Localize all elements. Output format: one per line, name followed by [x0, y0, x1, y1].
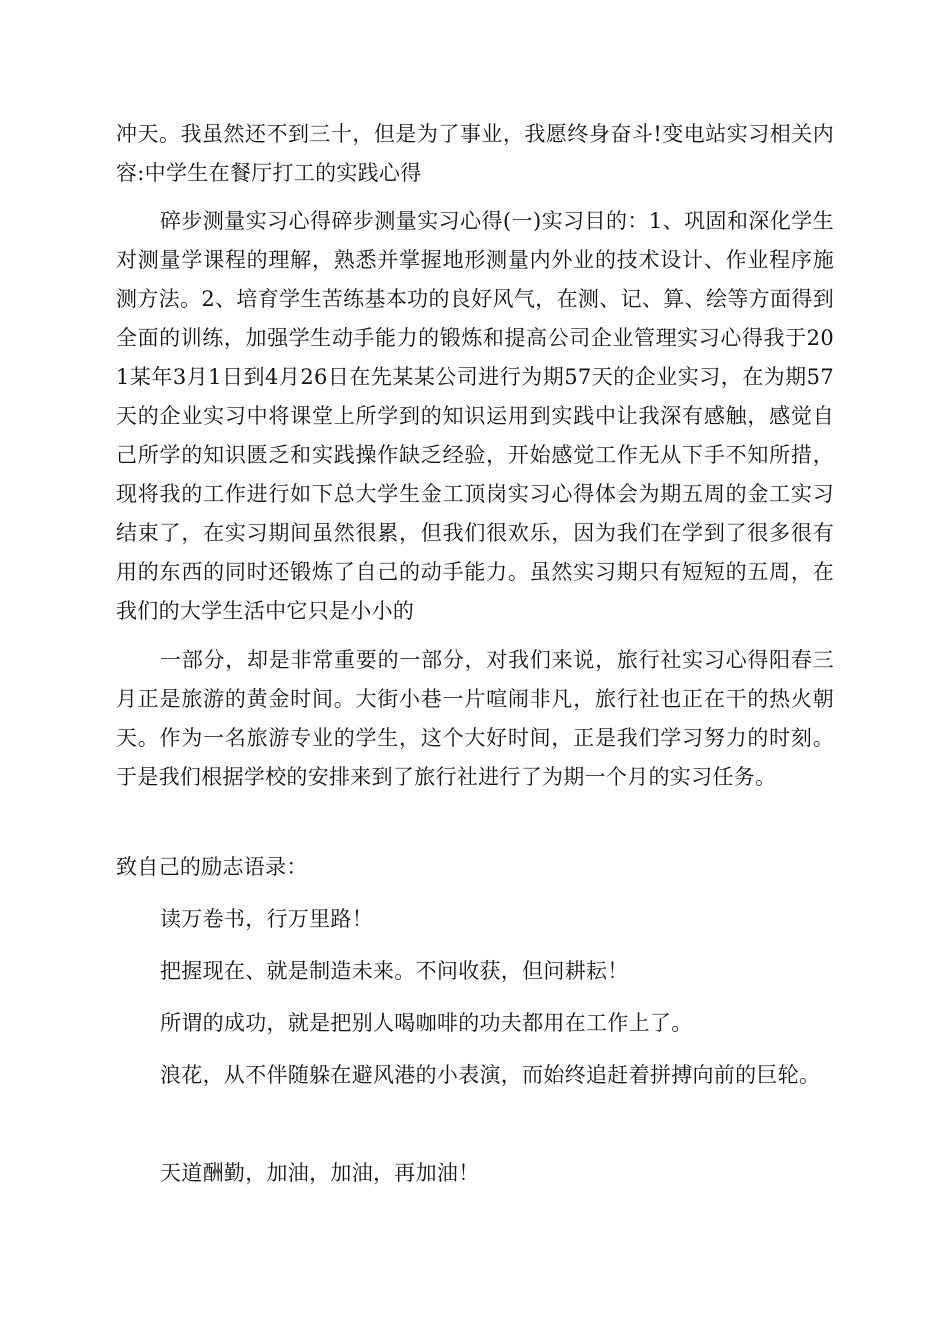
quote-4: 浪花，从不伴随躲在避风港的小表演，而始终追赶着拼搏向前的巨轮。	[160, 1063, 821, 1087]
heading-motivational-quotes: 致自己的励志语录：	[116, 855, 308, 879]
quote-2: 把握现在、就是制造未来。不问收获，但问耕耘！	[160, 959, 629, 983]
paragraph-survey-internship: 碎步测量实习心得碎步测量实习心得(一)实习目的：1、巩固和深化学生对测量学课程的理解，熟悉并掌握地形测量内外业的技术设计、作业程序施测方法。2、培育学生苦练基本功的良好风气，在测、记、算、绘等方面得到全面的训练，加强学生动手能力的锻炼和提高公司企业管理实习心得我于201某年3月1日到4月26日在先某某公司进行为期57天的企业实习，在为期57天的企业实习中将课堂上所学到的知识运用到实践中让我深有感触，感觉自己所学的知识匮乏和实践操作缺乏经验，开始感觉工作无从下手不知所措，现将我的工作进行如下总大学生金工顶岗实习心得体会为期五周的金工实习结束了，在实习期间虽然很累，但我们很欢乐，因为我们在学到了很多很有用的东西的同时还锻炼了自己的动手能力。虽然实习期只有短短的五周，在我们的大学生活中它只是小小的	[116, 209, 834, 623]
quote-3: 所谓的成功，就是把别人喝咖啡的功夫都用在工作上了。	[160, 1011, 693, 1035]
paragraph-intro: 冲天。我虽然还不到三十，但是为了事业，我愿终身奋斗!变电站实习相关内容:中学生在餐厅打工的实践心得	[116, 122, 834, 185]
quote-1: 读万卷书，行万里路！	[160, 907, 373, 931]
paragraph-travel-agency: 一部分，却是非常重要的一部分，对我们来说，旅行社实习心得阳春三月正是旅游的黄金时间。大街小巷一片喧闹非凡，旅行社也正在干的热火朝天。作为一名旅游专业的学生，这个大好时间，正是我们学习努力的时刻。于是我们根据学校的安排来到了旅行社进行了为期一个月的实习任务。	[116, 648, 834, 789]
quote-5: 天道酬勤，加油，加油，再加油！	[160, 1161, 480, 1185]
